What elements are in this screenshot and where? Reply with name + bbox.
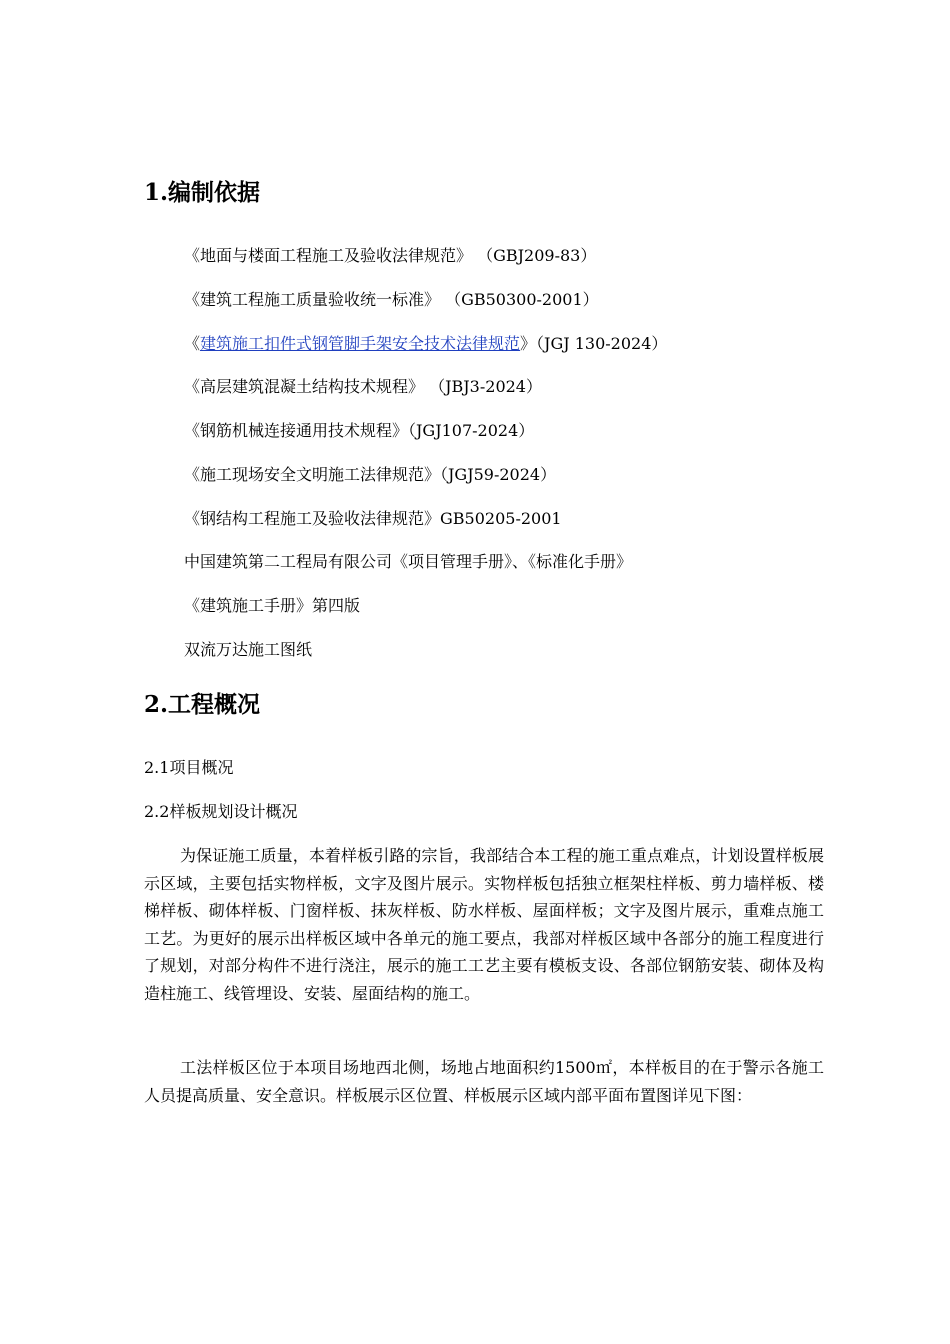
reference-item-2: 《建筑工程施工质量验收统一标准》 （GB50300-2001） bbox=[184, 290, 599, 309]
reference-item-7: 《钢结构工程施工及验收法律规范》GB50205-2001 bbox=[184, 509, 562, 528]
reference-item-8: 中国建筑第二工程局有限公司《项目管理手册》、《标准化手册》 bbox=[184, 552, 633, 571]
scaffold-standard-link[interactable]: 建筑施工扣件式钢管脚手架安全技术法律规范 bbox=[200, 334, 521, 353]
reference-item-3-post: 》（JGJ 130-2024） bbox=[520, 334, 668, 353]
reference-item-4: 《高层建筑混凝土结构技术规程》 （JBJ3-2024） bbox=[184, 377, 542, 396]
reference-item-3-pre: 《 bbox=[184, 334, 201, 353]
section-1-heading: 1.编制依据 bbox=[144, 179, 261, 206]
section-2-heading: 2.工程概况 bbox=[144, 691, 261, 718]
subsection-2-2: 2.2样板规划设计概况 bbox=[144, 802, 298, 821]
subsection-2-1: 2.1项目概况 bbox=[144, 758, 234, 777]
reference-item-6: 《施工现场安全文明施工法律规范》（JGJ59-2024） bbox=[184, 465, 557, 484]
paragraph-sample-area: 工法样板区位于本项目场地西北侧，场地占地面积约1500㎡，本样板目的在于警示各施工人员提高质量、安全意识。样板展示区位置、样板展示区域内部平面布置图详见下图： bbox=[144, 1058, 824, 1105]
reference-item-3 bbox=[184, 333, 667, 355]
reference-item-5: 《钢筋机械连接通用技术规程》（JGJ107-2024） bbox=[184, 421, 535, 440]
paragraph-sample-plan: 为保证施工质量，本着样板引路的宗旨，我部结合本工程的施工重点难点，计划设置样板展示区域，主要包括实物样板，文字及图片展示。实物样板包括独立框架柱样板、剪力墙样板、楼梯样板、砌体样板、门窗样板、抹灰样板、防水样板、屋面样板；文字及图片展示，重难点施工工艺。为更好的展示出样板区域中各单元的施工要点，我部对样板区域中各部分的施工程度进行了规划，对部分构件不进行浇注，展示的施工工艺主要有模板支设、各部位钢筋安装、砌体及构造柱施工、线管埋设、安装、屋面结构的施工。 bbox=[144, 846, 824, 1003]
reference-item-9: 《建筑施工手册》第四版 bbox=[184, 596, 361, 615]
reference-item-10: 双流万达施工图纸 bbox=[184, 640, 313, 659]
reference-item-1: 《地面与楼面工程施工及验收法律规范》 （GBJ209-83） bbox=[184, 246, 597, 265]
